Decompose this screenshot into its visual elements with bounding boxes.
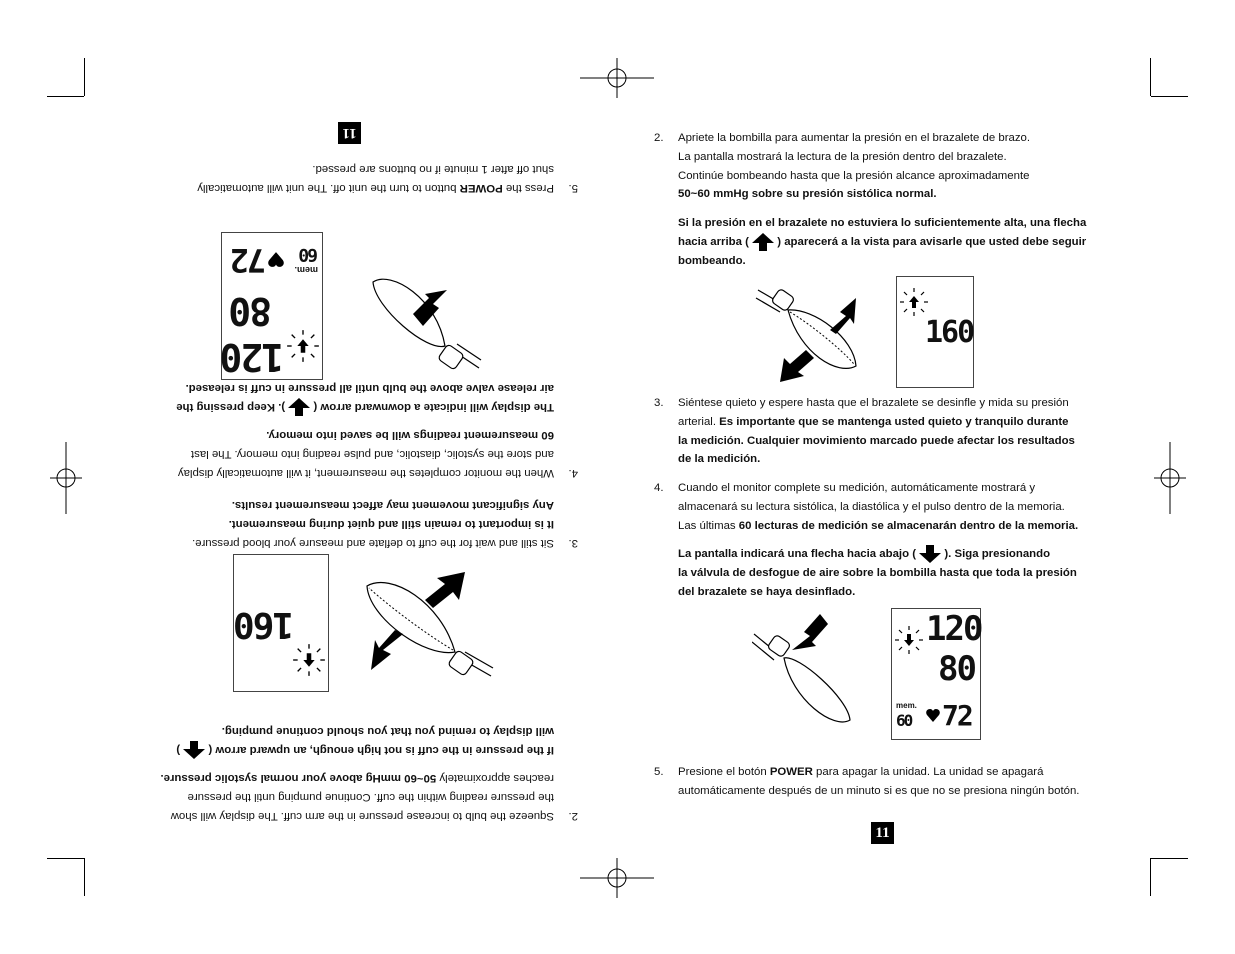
text-line: Sit still and wait for the cuff to deflate and measure your blood pressure. — [192, 537, 554, 549]
note-fragment: ). Siga presionando — [944, 548, 1051, 561]
text-line — [678, 517, 1128, 536]
lcd-display-result — [891, 608, 981, 740]
note-fragment: ) — [176, 743, 181, 756]
lcd-display-pumping — [233, 554, 329, 692]
step-4 — [654, 479, 1128, 602]
text-line-bold — [94, 740, 554, 759]
pump-bulb-icon — [363, 270, 483, 382]
text-line-bold: Any significant movement may affect measurement results. — [231, 499, 554, 512]
heart-icon — [926, 709, 940, 722]
step-number: 2. — [568, 810, 578, 822]
step-number: 2. — [654, 132, 664, 144]
step-2 — [94, 721, 578, 825]
text-line: La pantalla mostrará la lectura de la presión dentro del brazalete. — [678, 150, 1007, 163]
up-arrow-icon — [899, 287, 929, 317]
mem-label: mem. — [896, 701, 917, 710]
text-line — [94, 178, 554, 197]
text-fragment: reaches approximately — [439, 772, 554, 785]
note-fragment: ). Keep pressing the — [176, 400, 286, 413]
text-fragment: Press the — [505, 182, 554, 194]
text-line-bold: 60 measurement readings will be saved into memory. — [266, 429, 554, 442]
text-line: the pressure reading within the cuff. Continue pumping until the pressure — [187, 791, 554, 804]
text-line-bold: la válvula de desfogue de aire sobre la bombilla hasta que toda la presión — [678, 567, 1077, 580]
step-number: 3. — [568, 537, 578, 549]
down-arrow-icon — [286, 329, 320, 363]
text-line-bold — [678, 233, 1128, 252]
page-number: 11 — [338, 122, 361, 144]
step-3 — [94, 496, 578, 552]
memory-count: 60 — [300, 244, 318, 265]
text-fragment: button to turn the unit off. The unit will automatically — [197, 182, 457, 194]
note-fragment: La pantalla indicará una flecha hacia abajo ( — [678, 548, 917, 561]
step-number: 3. — [654, 397, 664, 409]
text-line: shut off after 1 minute if no buttons are pressed. — [312, 163, 554, 176]
diastolic-value: 80 — [230, 289, 272, 333]
text-fragment: arterial. — [678, 415, 716, 428]
pulse-value: 72 — [231, 241, 266, 279]
text-line-bold — [678, 545, 1128, 564]
registration-target-icon — [1152, 440, 1188, 516]
text-line-bold — [94, 397, 554, 416]
step-5 — [94, 159, 578, 197]
step-2 — [654, 129, 1128, 271]
step-number: 4. — [568, 467, 578, 479]
text-line-bold: will display to remind you that you should continue pumping. — [221, 724, 554, 737]
text-line: Siéntese quieto y espere hasta que el brazalete se desinfle y mida su presión — [678, 397, 1069, 409]
down-arrow-icon — [288, 398, 310, 416]
step-5 — [654, 763, 1128, 801]
down-arrow-icon — [919, 545, 941, 563]
text-fragment-bold: 50~60 mmHg above your normal systolic pressure. — [160, 772, 437, 785]
pressure-value: 160 — [234, 604, 294, 645]
step-3 — [654, 394, 1128, 469]
systolic-value: 120 — [221, 335, 284, 379]
text-line: When the monitor completes the measurement, it will automatically display — [177, 467, 554, 479]
text-line-bold: 50~60 mmHg sobre su presión sistólica normal. — [678, 188, 937, 201]
note-fragment: hacia arriba ( — [678, 236, 749, 248]
step-4 — [94, 378, 578, 482]
text-line: Squeeze the bulb to increase pressure in the arm cuff. The display will show — [170, 810, 554, 822]
text-line — [94, 769, 554, 788]
lcd-display-pumping — [896, 276, 974, 388]
text-line: automáticamente después de un minuto si es que no se presiona ningún botón. — [678, 784, 1080, 797]
memory-count: 60 — [896, 711, 912, 730]
text-fragment: Las últimas — [678, 519, 736, 532]
systolic-value: 120 — [926, 609, 982, 649]
text-line-bold: la medición. Cualquier movimiento marcado puede afectar los resultados — [678, 434, 1075, 447]
text-fragment: Presione el botón — [678, 766, 767, 778]
pulse-value: 72 — [942, 699, 972, 732]
mem-label: mem. — [294, 265, 318, 275]
text-line: Cuando el monitor complete su medición, automáticamente mostrará y — [678, 482, 1036, 494]
step-number: 5. — [654, 766, 664, 778]
text-line-bold: de la medición. — [678, 453, 761, 466]
up-arrow-icon — [752, 233, 774, 251]
text-line: and store the systolic, diastolic, and pulse reading into memory. The last — [191, 448, 554, 461]
lcd-display-result — [221, 232, 323, 380]
text-line-bold: It is important to remain still and quiet during measurement. — [228, 518, 554, 531]
up-arrow-icon — [183, 741, 205, 759]
text-fragment-bold: POWER — [769, 766, 813, 778]
pressure-value: 160 — [925, 315, 974, 350]
page-number: 11 — [871, 822, 894, 844]
text-line-bold: Si la presión en el brazalete no estuviera lo suficientemente alta, una flecha — [678, 217, 1087, 230]
step-number: 5. — [568, 182, 578, 194]
text-line: Apriete la bombilla para aumentar la presión en el brazalete de brazo. — [678, 132, 1031, 144]
up-arrow-icon — [292, 643, 326, 677]
heart-icon — [268, 252, 284, 267]
text-line-bold: bombeando. — [678, 254, 746, 267]
text-fragment-bold: 60 lecturas de medición se almacenarán dentro de la memoria. — [738, 519, 1079, 532]
text-line-bold: air release valve above the bulb until all pressure in cuff is released. — [185, 381, 554, 394]
text-line-bold: del brazalete se haya desinflado. — [678, 586, 856, 598]
down-arrow-icon — [894, 625, 924, 655]
note-fragment: The display will indicate a downward arrow ( — [313, 400, 554, 413]
step-number: 4. — [654, 482, 664, 494]
text-line — [678, 413, 1128, 432]
pump-bulb-icon — [754, 278, 874, 382]
text-fragment-bold: POWER — [459, 182, 503, 194]
note-fragment: If the pressure in the cuff is not high enough, an upward arrow ( — [208, 743, 554, 756]
left-page — [0, 0, 617, 954]
text-line: Continúe bombeando hasta que la presión alcance aproximadamente — [678, 169, 1030, 182]
text-fragment: para apagar la unidad. La unidad se apagará — [816, 766, 1044, 778]
text-line: almacenará su lectura sistólica, la diastólica y el pulso dentro de la memoria. — [678, 500, 1065, 513]
text-fragment-bold: Es importante que se mantenga usted quieto y tranquilo durante — [719, 415, 1069, 428]
diastolic-value: 80 — [938, 649, 975, 689]
note-fragment: ) aparecerá a la vista para avisarle que usted debe seguir — [777, 236, 1087, 248]
pump-bulb-icon — [355, 570, 495, 690]
pump-bulb-icon — [752, 612, 856, 728]
text-line — [678, 763, 1128, 782]
